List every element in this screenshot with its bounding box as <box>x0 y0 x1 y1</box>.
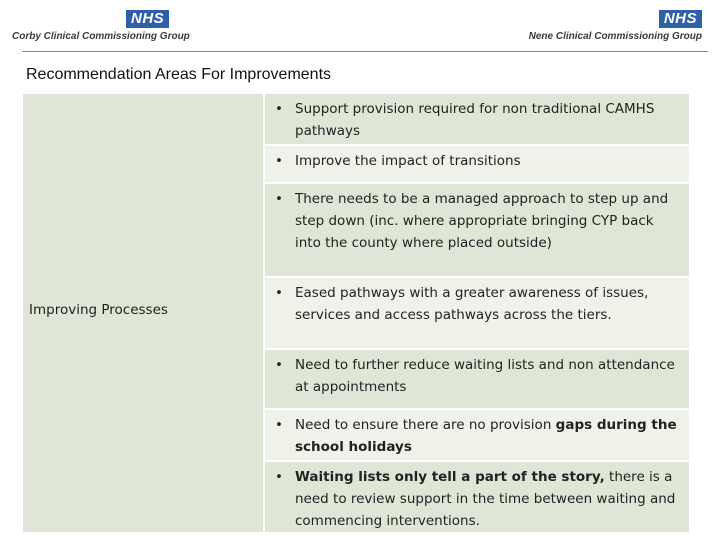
table-row <box>265 94 689 144</box>
table-row <box>265 184 689 276</box>
recommendation-text <box>295 414 681 458</box>
table-row <box>265 350 689 408</box>
bullet-icon: • <box>275 101 283 117</box>
nhs-badge-right: NHS <box>659 10 702 28</box>
recommendation-text-plain: Need to ensure there are no provision <box>295 417 552 433</box>
bullet-icon: • <box>275 191 283 207</box>
recommendation-text: There needs to be a managed approach to step up and step down (inc. where appropriate bringing CYP back into the county where placed outside) <box>295 191 669 251</box>
header-divider <box>22 51 708 52</box>
recommendations-table <box>23 94 689 532</box>
bullet-icon: • <box>275 357 283 373</box>
recommendation-text <box>295 466 681 532</box>
recommendation-text-bold: gaps during the school holidays <box>295 417 677 455</box>
recommendation-text-bold: Waiting lists only tell a part of the story, <box>295 469 605 485</box>
recommendation-text: Improve the impact of transitions <box>295 153 521 169</box>
bullet-icon: • <box>275 469 283 485</box>
nene-ccg-name: Nene Clinical Commissioning Group <box>528 31 702 42</box>
recommendation-text-plain: there is a need to review support in the time between waiting and commencing interventions. <box>295 469 676 529</box>
category-label: Improving Processes <box>29 302 168 318</box>
recommendation-text: Eased pathways with a greater awareness of issues, services and access pathways across the tiers. <box>295 285 649 323</box>
bullet-icon: • <box>275 417 283 433</box>
corby-ccg-logo <box>12 10 190 42</box>
page-title: Recommendation Areas For Improvements <box>26 66 332 83</box>
table-row <box>265 462 689 532</box>
recommendation-text: Need to further reduce waiting lists and non attendance at appointments <box>295 357 675 395</box>
recommendation-text: Support provision required for non traditional CAMHS pathways <box>295 101 655 139</box>
bullet-icon: • <box>275 285 283 301</box>
nhs-badge-left: NHS <box>126 10 169 28</box>
table-row <box>265 146 689 182</box>
bullet-icon: • <box>275 153 283 169</box>
nene-ccg-logo <box>529 10 702 42</box>
table-row <box>265 410 689 460</box>
corby-ccg-name: Corby Clinical Commissioning Group <box>12 31 190 42</box>
category-cell <box>23 94 263 532</box>
table-row <box>265 278 689 348</box>
